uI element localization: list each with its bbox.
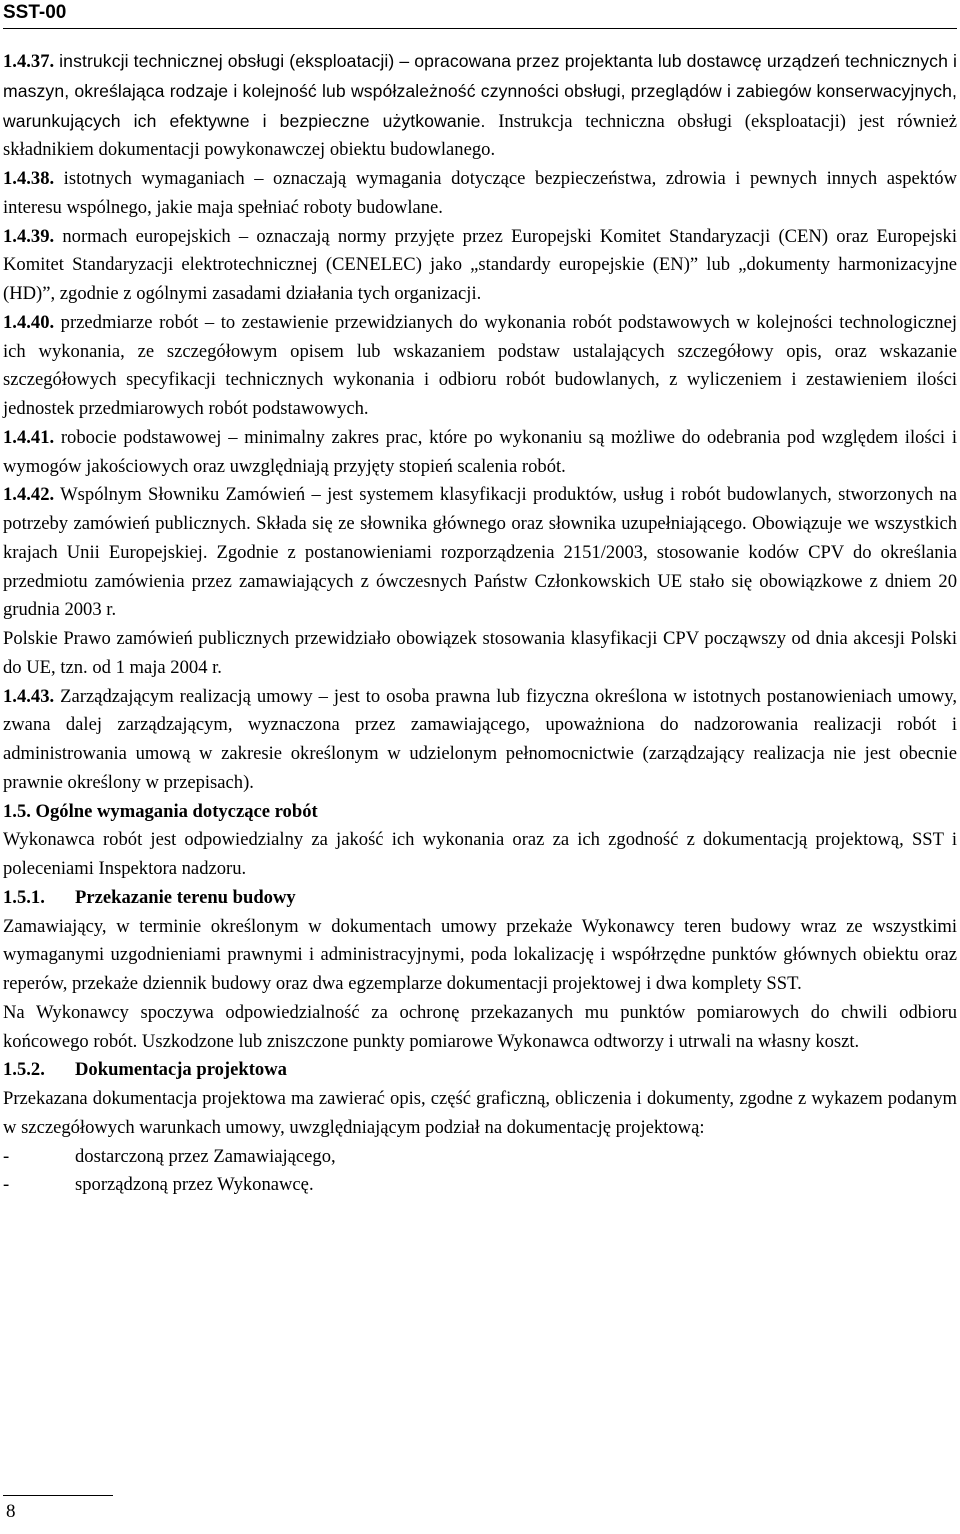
footer-divider	[3, 1495, 113, 1496]
definition-number: 1.4.37.	[3, 51, 55, 72]
section-number: 1.5.	[3, 800, 31, 822]
definition-number: 1.4.39.	[3, 225, 55, 247]
definition-1-4-37	[3, 47, 957, 165]
section-1-5-1-paragraph-1: Zamawiający, w terminie określonym w dokumentach umowy przekaże Wykonawcy teren budowy wraz ze wszystkimi wymaganymi uzgodnieniami prawnymi i administracyjnymi, poda lokalizację i współrzędne punktów głównych obiektu oraz reperów, przekaże dziennik budowy oraz dwa egzemplarze dokumentacji projektowej i dwa komplety SST.	[3, 915, 957, 994]
definition-number: 1.4.40.	[3, 311, 55, 333]
definition-1-4-38	[3, 165, 957, 223]
page-number: 8	[6, 1501, 16, 1522]
definition-text: Zarządzającym realizacją umowy – jest to osoba prawna lub fizyczna określona w istotnych postanowieniach umowy, zwana dalej zarządzającym, wyznaczona przez zamawiającego, upoważniona do nadzorowania realizacji robót i administrowania umową w zakresie określonym w udzielonym pełnomocnictwie (zarządzający realizacja nie jest obecnie prawnie określony w przepisach).	[3, 685, 957, 793]
definition-number: 1.4.43.	[3, 685, 55, 707]
definition-number: 1.4.42.	[3, 484, 55, 506]
definition-text: Wspólnym Słowniku Zamówień – jest systemem klasyfikacji produktów, usług i robót budowlanych, stworzonych na potrzeby zamówień publicznych. Składa się ze słownika głównego oraz słownika uzupełniającego. Obowiązuje we wszystkich krajach Unii Europejskiej. Zgodnie z postanowieniami rozporządzenia 2151/2003, stosowanie kodów CPV do określania przedmiotu zamówienia przez zamawiających z ówczesnych Państw Członkowskich UE stało się obowiązkowe z dniem 20 grudnia 2003 r.	[3, 484, 957, 621]
definition-text: robocie podstawowej – minimalny zakres prac, które po wykonaniu są możliwe do odebrania pod względem ilości i wymogów jakościowych oraz uwzględniają przyjęty stopień scalenia robót.	[3, 426, 957, 477]
definition-text: normach europejskich – oznaczają normy przyjęte przez Europejski Komitet Standaryzacji (CEN) oraz Europejski Komitet Standaryzacji elektrotechnicznej (CENELEC) jako „standardy europejskie (EN)” lub „dokumenty harmonizacyjne (HD)”, zgodnie z ogólnymi zasadami działania tych organizacji.	[3, 225, 957, 304]
definition-text: instrukcji technicznej obsługi (eksploatacji) – opracowana przez projektanta lub dostawcę urządzeń technicznych i maszyn, określająca rodzaje i kolejność lub współzależność czynności obsługi, przeglądów i zabiegów konserwacyjnych, warunkujących ich efektywne i bezpieczne użytkowanie.	[3, 51, 957, 131]
definition-text-extra: Instrukcja techniczna obsługi (eksploatacji) jest również składnikiem dokumentacji powykonawczej obiektu budowlanego.	[3, 110, 958, 161]
list-item	[3, 1143, 957, 1172]
section-heading-1-5-1	[3, 884, 957, 913]
page-header	[3, 2, 957, 29]
definition-number: 1.4.41.	[3, 426, 55, 448]
definition-text: istotnych wymaganiach – oznaczają wymagania dotyczące bezpieczeństwa, zdrowia i pewnych innych aspektów interesu wspólnego, jakie maja spełniać roboty budowlane.	[3, 168, 957, 218]
section-1-5-2-paragraph-1: Przekazana dokumentacja projektowa ma zawierać opis, część graficzną, obliczenia i dokumenty, zgodne z wykazem podanym w szczegółowych warunkach umowy, uwzględniającym podział na dokumentację projektową:	[3, 1088, 957, 1138]
section-heading-1-5-2	[3, 1056, 957, 1085]
document-code: SST-00	[3, 2, 67, 23]
section-number: 1.5.1.	[3, 886, 45, 908]
list-item	[3, 1171, 957, 1200]
section-1-5-text: Wykonawca robót jest odpowiedzialny za jakość ich wykonania oraz za ich zgodność z dokumentacją projektową, SST i poleceniami Inspektora nadzoru.	[3, 829, 957, 879]
definition-1-4-39	[3, 223, 957, 309]
document-body	[3, 47, 957, 1200]
section-title: Przekazanie terenu budowy	[75, 886, 296, 908]
definition-1-4-42	[3, 481, 957, 625]
definition-1-4-43	[3, 683, 957, 798]
definition-text: przedmiarze robót – to zestawienie przewidzianych do wykonania robót podstawowych w kolejności technologicznej ich wykonania, ze szczegółowym opisem lub wskazaniem podstaw ustalających szczegółowy opis, oraz wskazanie szczegółowych specyfikacji technicznych wykonania i odbioru robót budowlanych, z wyliczeniem i zestawieniem ilości jednostek przedmiarowych robót podstawowych.	[3, 311, 957, 419]
definition-1-4-40	[3, 309, 957, 424]
section-heading-1-5	[3, 798, 957, 827]
list-dash: -	[3, 1174, 10, 1196]
definition-1-4-42-note: Polskie Prawo zamówień publicznych przewidziało obowiązek stosowania klasyfikacji CPV począwszy od dnia akcesji Polski do UE, tzn. od 1 maja 2004 r.	[3, 628, 957, 678]
list-item-text: sporządzoną przez Wykonawcę.	[75, 1174, 314, 1196]
definition-1-4-41	[3, 424, 957, 482]
list-dash: -	[3, 1145, 10, 1167]
section-1-5-1-paragraph-2: Na Wykonawcy spoczywa odpowiedzialność za ochronę przekazanych mu punktów pomiarowych do chwili odbioru końcowego robót. Uszkodzone lub zniszczone punkty pomiarowe Wykonawca odtworzy i utrwali na własny koszt.	[3, 1001, 957, 1052]
list-item-text: dostarczoną przez Zamawiającego,	[75, 1145, 336, 1167]
section-title: Dokumentacja projektowa	[75, 1059, 287, 1081]
section-title: Ogólne wymagania dotyczące robót	[30, 800, 318, 822]
definition-number: 1.4.38.	[3, 168, 55, 189]
section-number: 1.5.2.	[3, 1059, 45, 1081]
